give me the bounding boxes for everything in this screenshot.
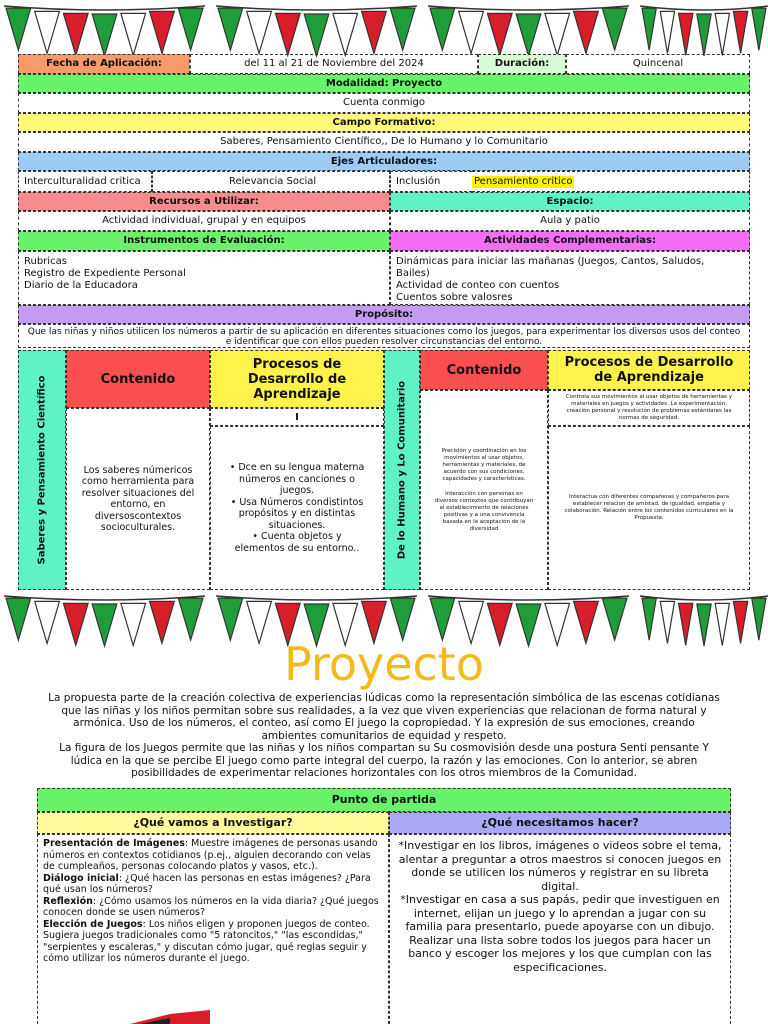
proyecto-paragraph: La propuesta parte de la creación colectiva de experiencias lúdicas como la representación simbólica de las escenas cotidianas que las niñas y los niños permitan sobre sus realidades, a la vez que viven experiencias que relacionan de forma natural y armónica. Uso de los números, el conteo, así como El juego la copropiedad. Y la expresión de sus emociones, creando ambientes comunitarios de equidad y respeto. (48, 692, 720, 742)
bunting-flag (715, 13, 729, 55)
espacio-label: Espacio: (390, 192, 750, 211)
duracion-value: Quincenal (566, 54, 750, 74)
bunting-flag (362, 11, 387, 53)
bunting-flag (752, 8, 766, 50)
right-pda-col (548, 350, 750, 590)
bunting-string (216, 6, 417, 10)
right-pda-2: Interactua con diferentes compañeras y compañeros para establecer relacion de amistad, de igualdad, empatía y colaboración. Relación entre los contenidos curriculares en la Propuesta. (548, 426, 750, 590)
modalidad-value: Cuenta conmigo (18, 93, 750, 113)
bunting-flag (642, 8, 656, 50)
left-contenido-header: Contenido (66, 350, 210, 408)
investigar-body (37, 834, 389, 1024)
bunting-string (640, 596, 768, 600)
bunting-flag (430, 598, 455, 640)
bunting-flag (752, 598, 766, 640)
bunting-flag (516, 14, 541, 56)
bunting-flag (178, 598, 203, 640)
bunting-flag (574, 11, 599, 53)
bunting-string (4, 596, 205, 600)
right-contenido-1: Precisión y coordinación en los movimientos al usar objetos, herramientas y materiales, de acuerdo con sus condiciones, capacidades y características. (441, 447, 527, 482)
right-contenido-2: Interacción con personas en diversos contextos que contribuyan al establecimiento de relaciones positivas y a una convivencia basada en la aceptación de la diversidad (434, 490, 534, 532)
bunting-flag (545, 13, 570, 55)
bunting-flag (304, 14, 329, 56)
hacer-item: *Investigar en los libros, imágenes o videos sobre el tema, alentar a preguntar a otros maestros si conocen juegos en donde se utilicen los números y registrar en su libreta digital. (398, 839, 722, 893)
left-contenido-col (66, 350, 210, 590)
bunting-string (428, 596, 629, 600)
actividad-item: Bailes) (396, 268, 430, 279)
actividad-item: Actividad de conteo con cuentos (396, 280, 560, 291)
recursos-label: Recursos a Utilizar: (18, 192, 390, 211)
campo-saberes-label: Saberes y Pensamiento Científico (36, 375, 48, 565)
proposito-label: Propósito: (18, 305, 750, 324)
bunting-flag (35, 11, 60, 53)
bunting-flag (92, 14, 117, 56)
bunting-flag (602, 8, 627, 50)
instrumentos-label: Instrumentos de Evaluación: (18, 231, 390, 251)
bunting-flag (150, 11, 175, 53)
eje-highlight-text: Pensamiento critico (474, 175, 573, 187)
instrumento-item: Registro de Expediente Personal (24, 268, 186, 279)
bunting-flag (679, 13, 693, 55)
bunting-flag (247, 11, 272, 53)
left-pda-top: I (210, 408, 384, 426)
actividad-item: Cuentos sobre valosres (396, 292, 513, 303)
recursos-value: Actividad individual, grupal y en equipos (18, 211, 390, 231)
punto-partida-label: Punto de partida (37, 788, 731, 812)
instrumento-item: Rubricas (24, 256, 67, 267)
bunting-flag (459, 11, 484, 53)
instrumento-item: Diario de la Educadora (24, 280, 138, 291)
right-contenido-body (420, 390, 548, 590)
campo-value: Saberes, Pensamiento Científico,, De lo Humano y lo Comunitario (18, 132, 750, 152)
proposito-value: Que las niñas y niños utilicen los números a partir de su aplicación en diferentes situaciones como los juegos, para experimentar los diversos usos del conteo e identificar que con ellos pueden resolver circunstancias del entorno. (18, 324, 750, 348)
pda-item: • Cuenta objetos y elementos de su entorno.. (234, 531, 360, 554)
actividades-label: Actividades Complementarias: (390, 231, 750, 251)
bunting-flag (733, 11, 747, 53)
actividad-item: Dinámicas para iniciar las mañanas (Juegos, Cantos, Saludos, (396, 256, 705, 267)
hacer-body (389, 834, 731, 1024)
eje-item: Interculturalidad critica (18, 171, 152, 192)
planning-table (18, 54, 750, 348)
left-pda-header: Procesos de Desarrollo de Aprendizaje (210, 350, 384, 408)
bunting-flag (218, 598, 243, 640)
left-pda-col (210, 350, 384, 590)
campo-label: Campo Formativo: (18, 113, 750, 132)
eje-item-highlight (472, 171, 750, 192)
campo-humano-vertical (384, 350, 420, 590)
left-contenido-body: Los saberes númericos como herramienta para resolver situaciones del entorno, en diversoscontextos socioculturales. (66, 408, 210, 590)
eje-item: Inclusión (390, 171, 472, 192)
contenido-grid (18, 350, 750, 590)
proyecto-title: Proyecto (284, 637, 484, 691)
investigar-label: ¿Qué vamos a Investigar? (37, 812, 389, 834)
bunting-flag (275, 13, 300, 55)
bunting-flag (218, 8, 243, 50)
right-pda-header: Procesos de Desarrollo de Aprendizaje (548, 350, 750, 390)
bunting-flag (660, 11, 674, 53)
right-pda-1: Controla sus movimientos al usar objetos de herramientas y materiales en juegos y actividades. La experimentación, creación personal y resolución de problemas estándares las normas de seguridad. (548, 390, 750, 426)
proyecto-paragraph: La figura de los Juegos permite que las niñas y los niños compartan su Su cosmovisión desde una postura Senti pensante Y lúdica en la que se percibe El juego como parte integral del cuerpo, la razón y las emociones. Con lo anterior, se abren posibilidades de experimentar relaciones horizontales con los otros miembros de la Comunidad. (59, 742, 709, 779)
investigar-item: Elección de Juegos: Los niños eligen y proponen juegos de conteo. Sugiera juegos tradicionales como "5 ratoncitos," "las escondidas," "serpientes y escaleras," y discutan cómo jugar, qué reglas seguir y cómo utilizar los números durante el juego. (43, 918, 370, 964)
left-pda-body (210, 426, 384, 590)
modalidad-label: Modalidad: Proyecto (18, 74, 750, 93)
bunting-flag (430, 8, 455, 50)
bunting-flag (333, 13, 358, 55)
bunting-flag (178, 8, 203, 50)
bunting-flag (487, 13, 512, 55)
eje-item: Relevancia Social (152, 171, 390, 192)
bunting-flag (602, 598, 627, 640)
bunting-flag (6, 598, 31, 640)
investigar-item: Reflexión: ¿Cómo usamos los números en la vida diaria? ¿Qué juegos conocen donde se usen números? (43, 895, 379, 918)
punto-de-partida-table (37, 788, 731, 1024)
flag-corner-decoration (130, 1010, 210, 1024)
bunting-string (4, 6, 205, 10)
pda-item: • Usa Números condistintos propósitos y en distintas situaciones. (230, 496, 364, 531)
right-contenido-col (420, 350, 548, 590)
bunting-flag (390, 598, 415, 640)
investigar-item: Presentación de Imágenes: Muestre imágenes de personas usando números en contextos cotidianos (p.ej., alguien decorando con velas de cumpleaños, personas colocando platos y vasos, etc.). (43, 838, 378, 872)
bunting-flag (697, 14, 711, 56)
bunting-flag (121, 13, 146, 55)
hacer-item: Realizar una lista sobre todos los juegos para hacer un banco y escoger los mejores y los que cumplan con las especificaciones. (408, 933, 712, 974)
investigar-item: Diálogo inicial: ¿Qué hacen las personas en estas imágenes? ¿Para qué usan los números? (43, 872, 371, 895)
right-contenido-header: Contenido (420, 350, 548, 390)
bunting-flag (6, 8, 31, 50)
campo-humano-label: De lo Humano y Lo Comunitario (396, 380, 408, 560)
pda-item: • Dce en su lengua materna números en canciones o juegos. (229, 462, 365, 496)
espacio-value: Aula y patio (390, 211, 750, 231)
bunting-flag (390, 8, 415, 50)
campo-saberes-vertical (18, 350, 66, 590)
fecha-label: Fecha de Aplicación: (18, 54, 190, 74)
bunting-string (640, 6, 768, 10)
actividades-list (390, 251, 750, 305)
ejes-label: Ejes Articuladores: (18, 152, 750, 171)
papel-picado-banner-top (0, 0, 768, 60)
bunting-string (216, 596, 417, 600)
fecha-value: del 11 al 21 de Noviembre del 2024 (190, 54, 478, 74)
proyecto-description (44, 692, 724, 780)
bunting-flag (63, 13, 88, 55)
instrumentos-list (18, 251, 390, 305)
bunting-flag (642, 598, 656, 640)
bunting-string (428, 6, 629, 10)
hacer-label: ¿Qué necesitamos hacer? (389, 812, 731, 834)
hacer-item: *Investigar en casa a sus papás, pedir que investiguen en internet, elijan un juego y lo aprendan a jugar con su familia para presentarlo, puede apoyarse con un dibujo. (400, 893, 720, 933)
duracion-label: Duración: (478, 54, 566, 74)
